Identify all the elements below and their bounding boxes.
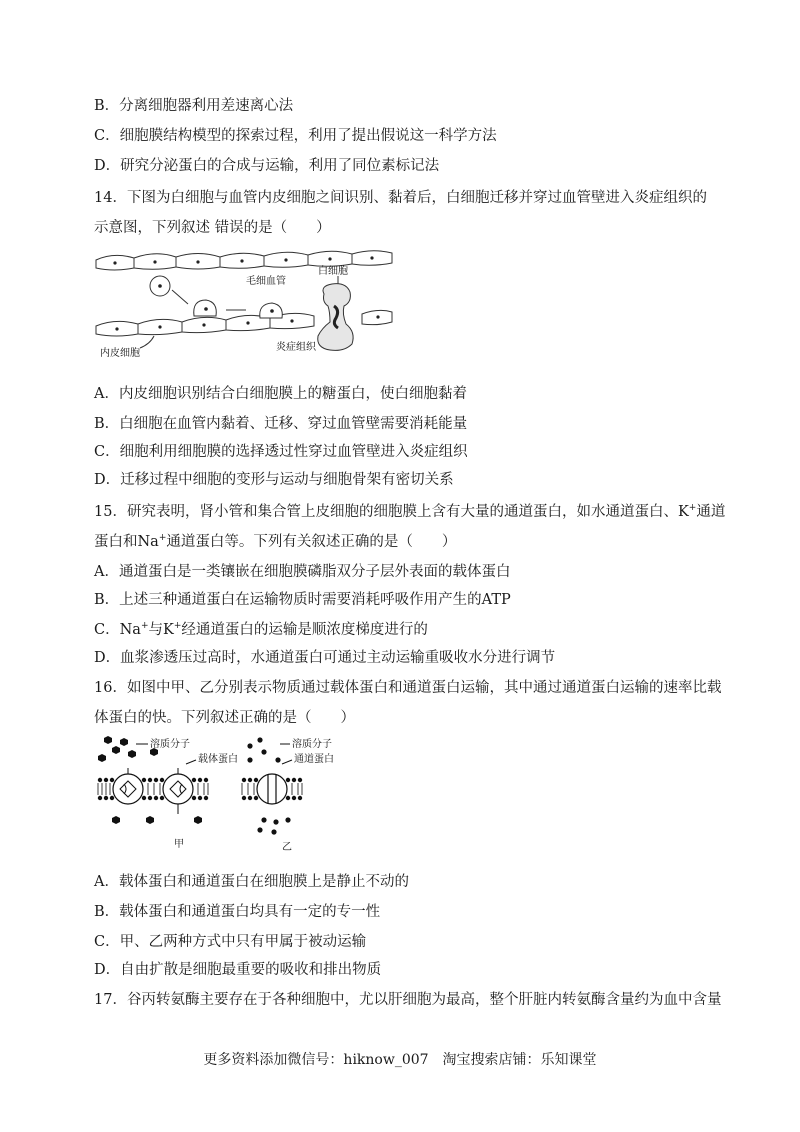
q15-option-a: A．通道蛋白是一类镶嵌在细胞膜磷脂双分子层外表面的载体蛋白 [94, 564, 511, 580]
q16-option-d: D．自由扩散是细胞最重要的吸收和排出物质 [94, 962, 382, 978]
q16-stem-line1: 16．如图中甲、乙分别表示物质通过载体蛋白和通道蛋白运输，其中通过通道蛋白运输的速率比载 [94, 680, 722, 696]
q14-figure [94, 248, 394, 358]
solute-molecules-bottom-right [257, 817, 290, 834]
label-capillary: 毛细血管 [246, 276, 286, 287]
label-endothelial-cell: 内皮细胞 [100, 348, 140, 358]
label-solute-yi: 溶质分子 [292, 739, 332, 750]
channel-protein [257, 774, 287, 804]
q15-option-b: B．上述三种通道蛋白在运输物质时需要消耗呼吸作用产生的ATP [94, 592, 511, 608]
q16-option-a: A．载体蛋白和通道蛋白在细胞膜上是静止不动的 [94, 874, 409, 890]
q14-option-c: C．细胞利用细胞膜的选择透过性穿过血管壁进入炎症组织 [94, 444, 468, 460]
carrier-protein-1 [113, 774, 143, 804]
label-jia: 甲 [174, 839, 184, 850]
q15-option-d: D．血浆渗透压过高时，水通道蛋白可通过主动运输重吸收水分进行调节 [94, 650, 556, 666]
q13-option-c: C．细胞膜结构模型的探索过程，利用了提出假说这一科学方法 [94, 128, 497, 144]
q16-option-c: C．甲、乙两种方式中只有甲属于被动运输 [94, 934, 367, 950]
q14-option-a: A．内皮细胞识别结合白细胞膜上的糖蛋白，使白细胞黏着 [94, 386, 467, 402]
leukocyte-migration-diagram [94, 248, 394, 358]
q13-option-d: D．研究分泌蛋白的合成与运输，利用了同位素标记法 [94, 158, 440, 174]
solute-molecules-top-right [247, 737, 280, 762]
page-footer: 更多资料添加微信号：hiknow_007 淘宝搜索店铺：乐知课堂 [203, 1052, 597, 1068]
label-channel-protein: 通道蛋白 [294, 754, 334, 765]
q15-stem-line1: 15．研究表明，肾小管和集合管上皮细胞的细胞膜上含有大量的通道蛋白，如水通道蛋白、K+通道 [94, 503, 726, 520]
solute-molecules-bottom-left [112, 816, 202, 824]
label-inflammatory-tissue: 炎症组织 [276, 342, 316, 353]
label-solute-jia: 溶质分子 [150, 739, 190, 750]
q13-option-b: B．分离细胞器利用差速离心法 [94, 98, 294, 114]
q16-figure [94, 734, 384, 854]
carrier-channel-diagram [94, 734, 384, 854]
carrier-protein-2 [163, 774, 193, 804]
q15-stem-line2: 蛋白和Na+通道蛋白等。下列有关叙述正确的是（ ） [94, 533, 457, 550]
q14-stem-line1: 14．下图为白细胞与血管内皮细胞之间识别、黏着后，白细胞迁移并穿过血管壁进入炎症组织的 [94, 190, 707, 206]
q16-stem-line2: 体蛋白的快。下列叙述正确的是（ ） [94, 710, 355, 726]
label-leukocyte: 白细胞 [318, 266, 348, 277]
q16-option-b: B．载体蛋白和通道蛋白均具有一定的专一性 [94, 904, 381, 920]
q15-option-c: C．Na+与K+经通道蛋白的运输是顺浓度梯度进行的 [94, 621, 428, 638]
label-yi: 乙 [282, 842, 292, 853]
q14-option-b: B．白细胞在血管内黏着、迁移、穿过血管壁需要消耗能量 [94, 416, 468, 432]
q14-option-d: D．迁移过程中细胞的变形与运动与细胞骨架有密切关系 [94, 472, 454, 488]
label-carrier-protein: 载体蛋白 [198, 754, 238, 765]
solute-molecules-top-left [98, 736, 158, 762]
q14-stem-line2: 示意图，下列叙述 错误的是（ ） [94, 220, 331, 236]
q17-stem-line1: 17．谷丙转氨酶主要存在于各种细胞中，尤以肝细胞为最高，整个肝脏内转氨酶含量约为血中含量 [94, 992, 722, 1008]
